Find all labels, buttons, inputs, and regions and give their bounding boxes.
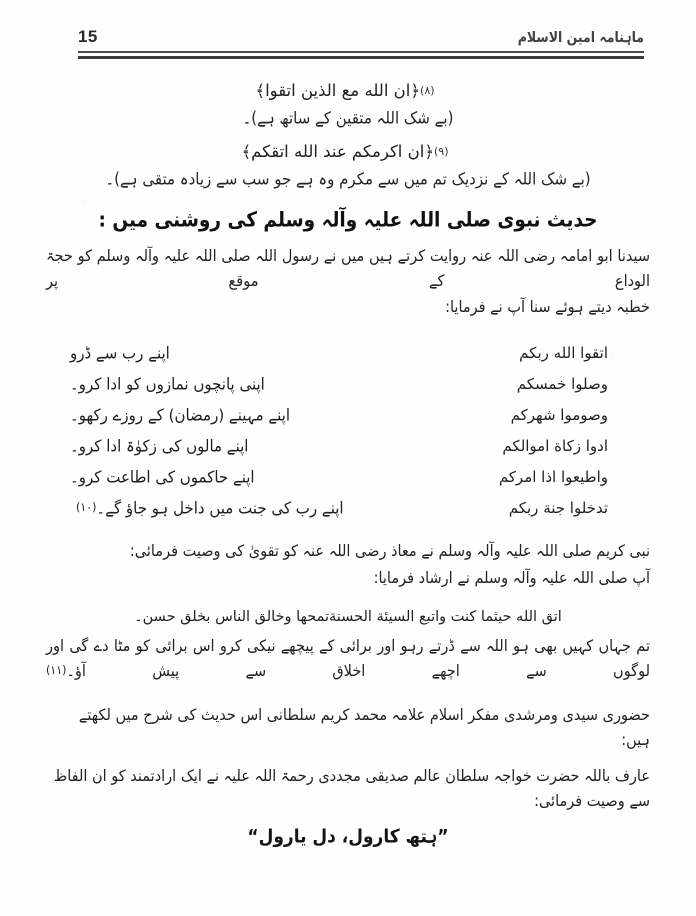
- verse-1-translation: (بے شک اللہ متقین کے ساتھ ہے)۔: [242, 108, 454, 128]
- pair-urdu: [46, 399, 396, 432]
- header-row: [78, 18, 644, 48]
- pair-urdu-text: اپنے رب سے ڈرو: [70, 343, 170, 363]
- hadith-arabic-text: اتق الله حيثما كنت واتبع السيئة الحسنةتمحها وخالق الناس بخلق حسن۔: [134, 608, 562, 625]
- verse-2-reference: (۹): [434, 145, 449, 159]
- page-header: [78, 18, 644, 60]
- post-list-line-2: آپ صلی اللہ علیہ وآلہ وسلم نے ارشاد فرمایا:: [373, 570, 650, 588]
- hadith-urdu-reference: (۱۱): [46, 663, 67, 678]
- pair-urdu: [46, 337, 396, 370]
- table-row: [46, 462, 650, 493]
- table-row: [46, 338, 650, 369]
- pair-urdu: [46, 368, 396, 401]
- pair-urdu-text: اپنے رب کی جنت میں داخل ہو جاؤ گے۔: [96, 498, 344, 518]
- pair-arabic: واطيعوا اذا امركم: [498, 467, 608, 486]
- verse-1-reference: (۸): [420, 84, 435, 97]
- commentary-body: عارف باللہ حضرت خواجہ سلطان عالم صدیقی مجددی رحمۃ اللہ علیہ نے ایک ارادتمند کو ان الفاظ سے وصیت فرمائی:: [53, 768, 650, 811]
- table-row: [46, 369, 650, 400]
- pair-urdu: [46, 430, 396, 463]
- verse-2-translation: (بے شک اللہ کے نزدیک تم میں سے مکرم وہ ہے جو سب سے زیادہ متقی ہے)۔: [105, 169, 591, 190]
- narration-line-1: سیدنا ابو امامہ رضی اللہ عنہ روایت کرتے ہیں میں نے رسول اللہ صلی اللہ علیہ وآلہ وسلم کو حجۃ الوداع کے موقع پر: [46, 248, 650, 292]
- hadith-urdu-text: تم جہاں کہیں بھی ہو اللہ سے ڈرتے رہو اور برائی کے پیچھے نیکی کرو اس برائی کو مٹا دے گی اور لوگوں سے اچھے اخلاق سے پیش آؤ۔: [46, 638, 650, 681]
- hadith-urdu-translation: [46, 635, 650, 686]
- verse-2-arabic: ﴿ان اكرمكم عند الله اتقكم﴾: [241, 142, 434, 162]
- commentary-quote: ”ہتھ کارول، دل یارول“: [247, 825, 449, 848]
- pair-urdu-text: اپنے حاکموں کی اطاعت کرو۔: [70, 467, 255, 487]
- pair-urdu-text: اپنی پانچوں نمازوں کو ادا کرو۔: [70, 374, 265, 394]
- pair-urdu: [46, 492, 396, 525]
- masthead-title: ماہنامہ امین الاسلام: [517, 27, 644, 46]
- table-row: [46, 431, 650, 462]
- table-row: [46, 400, 650, 431]
- quran-verse-2: [46, 143, 650, 162]
- section-heading: حدیث نبوی صلی اللہ علیہ وآلہ وسلم کی روشنی میں :: [98, 209, 598, 233]
- verse-1-arabic: ﴿ان الله مع الذين اتقوا﴾: [255, 81, 421, 100]
- post-list-line-1: نبی کریم صلی اللہ علیہ وآلہ وسلم نے معاذ رضی اللہ عنہ کو تقویٰ کی وصیت فرمائی:: [129, 543, 650, 561]
- table-row: [46, 493, 650, 524]
- pair-arabic: اتقوا الله ربكم: [519, 343, 608, 362]
- pair-arabic: وصلوا خمسكم: [516, 374, 608, 393]
- pair-urdu: [46, 461, 396, 494]
- commentary-intro: حضوری سیدی ومرشدی مفکر اسلام علامہ محمد کریم سلطانی اس حدیث کی شرح میں لکھتے ہیں:: [78, 707, 650, 750]
- narration-line-2: خطبہ دیتے ہوئے سنا آپ نے فرمایا:: [445, 299, 650, 317]
- pair-reference: (۱۰): [76, 500, 97, 515]
- pair-arabic: ادوا زكاة اموالكم: [502, 436, 608, 455]
- quran-verse-1: [46, 82, 650, 101]
- pair-urdu-text: اپنے مہینے (رمضان) کے روزے رکھو۔: [70, 405, 291, 425]
- hadith-pairs-table: [46, 338, 650, 524]
- page-number: 15: [78, 27, 98, 46]
- pair-urdu-text: اپنے مالوں کی زکوٰۃ ادا کرو۔: [70, 436, 249, 456]
- pair-arabic: تدخلوا جنة ربكم: [508, 498, 608, 517]
- page-content: [46, 72, 650, 847]
- pair-arabic: وصوموا شهركم: [510, 405, 608, 424]
- header-divider: [78, 51, 644, 58]
